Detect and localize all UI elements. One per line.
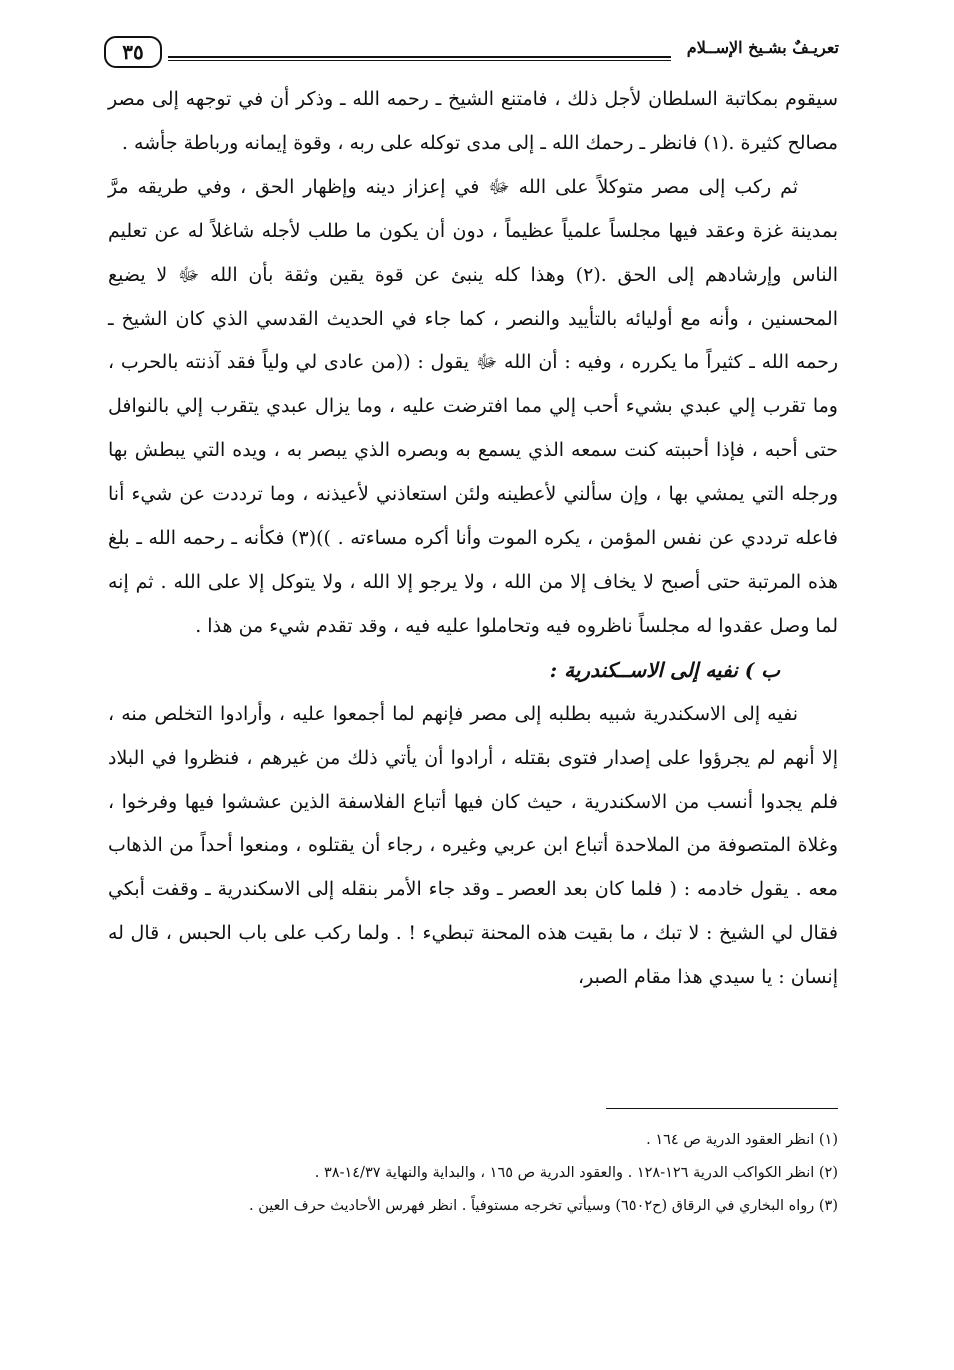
main-text bbox=[108, 78, 838, 1000]
footnote-1: (١) انظر العقود الدرية ص ١٦٤ . bbox=[646, 1132, 838, 1148]
footnote-2: (٢) انظر الكواكب الدرية ١٢٦-١٢٨ . والعقود الدرية ص ١٦٥ ، والبداية والنهاية ١٤/٣٧-٣٨ . bbox=[314, 1165, 838, 1181]
footnote-3: (٣) رواه البخاري في الرقاق (ح٦٥٠٢) وسيأتي تخرجه مستوفياً . انظر فهرس الأحاديث حرف العين . bbox=[249, 1198, 838, 1214]
paragraph-1: سيقوم بمكاتبة السلطان لأجل ذلك ، فامتنع الشيخ ـ رحمه الله ـ وذكر أن في توجهه إلى مصر مصالح كثيرة .(١) فانظر ـ رحمك الله ـ إلى مدى توكله على ربه ، وقوة إيمانه ورباطة جأشه . bbox=[108, 88, 838, 154]
paragraph-2: ثم ركب إلى مصر متوكلاً على الله ﷻ في إعزاز دينه وإظهار الحق ، وفي طريقه مرَّ بمدينة غزة وعقد فيها مجلساً علمياً عظيماً ، دون أن يكون ما طلب لأجله شاغلاً له عن تعليم الناس وإرشادهم إلى الحق .(٢) وهذا كله ينبئ عن قوة يقين وثقة بأن الله ﷻ لا يضيع المحسنين ، وأنه مع أوليائه بالتأييد والنصر ، كما جاء في الحديث القدسي الذي كان الشيخ ـ رحمه الله ـ كثيراً ما يكرره ، وفيه : أن الله ﷻ يقول : ((من عادى لي ولياً فقد آذنته بالحرب ، وما تقرب إلي عبدي بشيء أحب إلي مما افترضت عليه ، وما يزال عبدي يتقرب إلي بالنوافل حتى أحبه ، فإذا أحببته كنت سمعه الذي يسمع به وبصره الذي يبصر به ، ويده التي يبطش بها ورجله التي يمشي بها ، وإن سألني لأعطينه ولئن استعاذني لأعيذنه ، وما ترددت عن شيء أنا فاعله ترددي عن نفس المؤمن ، يكره الموت وأنا أكره مساءته . ))(٣) فكأنه ـ رحمه الله ـ بلغ هذه المرتبة حتى أصبح لا يخاف إلا من الله ، ولا يرجو إلا الله ، ولا يتوكل إلا على الله . ثم إنه لما وصل عقدوا له مجلساً ناظروه فيه وتحاملوا عليه فيه ، وقد تقدم شيء من هذا . bbox=[108, 175, 838, 637]
paragraph-3: نفيه إلى الاسكندرية شبيه بطلبه إلى مصر فإنهم لما أجمعوا عليه ، وأرادوا التخلص منه ، إلا أنهم لم يجرؤوا على إصدار فتوى بقتله ، أرادوا أن يأتي ذلك من غيرهم ، فنظروا في البلاد فلم يجدوا أنسب من الاسكندرية ، حيث كان فيها أتباع الفلاسفة الذين عششوا فيها وفرخوا ، وغلاة المتصوفة من الملاحدة أتباع ابن عربي وغيره ، رجاء أن يقتلوه ، ومنعوا أحداً من الذهاب معه . يقول خادمه : ( فلما كان بعد العصر ـ وقد جاء الأمر بنقله إلى الاسكندرية ـ وقفت أبكي فقال لي الشيخ : لا تبك ، ما بقيت هذه المحنة تبطيء ! . ولما ركب على باب الحبس ، قال له إنسان : يا سيدي هذا مقام الصبر، bbox=[108, 702, 838, 989]
running-title: تعريـفٌ بشـيخ الإســلام bbox=[686, 38, 839, 57]
footnote-separator bbox=[606, 1108, 838, 1109]
page-header bbox=[104, 34, 839, 74]
page-number: ٣٥ bbox=[104, 36, 162, 68]
footnotes bbox=[108, 1124, 838, 1223]
section-subheading: ب ) نفيه إلى الاســكندرية : bbox=[549, 657, 780, 682]
header-rule-thin bbox=[168, 60, 671, 61]
header-rule bbox=[168, 56, 671, 58]
